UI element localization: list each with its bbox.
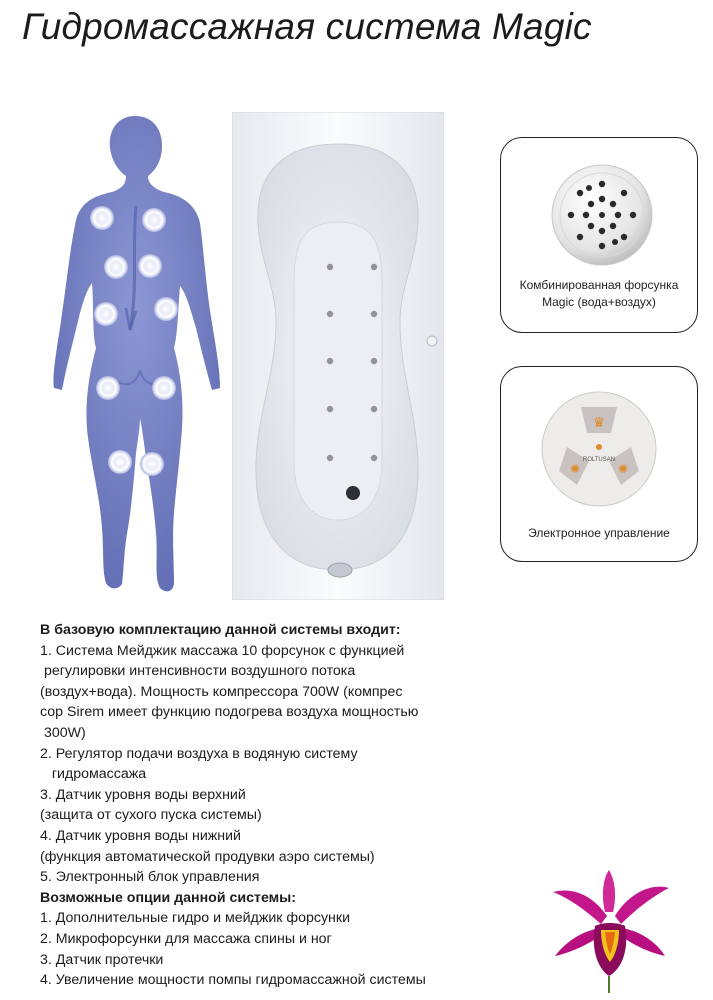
text-line: 4. Увеличение мощности помпы гидромассажной системы xyxy=(40,972,426,989)
text-line: 3. Датчик уровня воды верхний xyxy=(40,786,246,803)
nozzle-caption-line-2: Magic (вода+воздух) xyxy=(542,295,656,309)
nozzle-card xyxy=(500,137,698,333)
text-line: 1. Система Мейджик массажа 10 форсунок с функцией xyxy=(40,642,405,659)
text-line: 5. Электронный блок управления xyxy=(40,869,260,886)
svg-text:✺: ✺ xyxy=(617,462,629,476)
nozzle-icon xyxy=(549,162,655,268)
control-card xyxy=(500,366,698,562)
orchid-flower-icon xyxy=(545,868,675,993)
text-line: 4. Датчик уровня воды нижний xyxy=(40,827,241,844)
body-figure-icon xyxy=(40,108,240,598)
text-line: регулировки интенсивности воздушного потока xyxy=(40,663,356,680)
text-line: Возможные опции данной системы: xyxy=(40,889,296,906)
text-line: 1. Дополнительные гидро и мейджик форсунки xyxy=(40,910,351,927)
nozzle-caption-line-1: Комбинированная форсунка xyxy=(519,278,679,292)
text-line: 300W) xyxy=(40,724,86,741)
control-brand: ROLTUSAN xyxy=(582,457,616,463)
page-title: Гидромассажная система Magic xyxy=(22,6,592,47)
text-line: В базовую комплектацию данной системы входит: xyxy=(40,622,401,638)
text-line: гидромассажа xyxy=(40,766,147,783)
svg-text:♛: ♛ xyxy=(592,415,606,431)
control-panel-icon xyxy=(539,389,659,509)
nozzle-caption xyxy=(501,277,697,311)
text-line: сор Sirem имеет функцию подогрева воздуха мощностью xyxy=(40,704,419,721)
text-line: 3. Датчик протечки xyxy=(40,951,164,968)
svg-text:✺: ✺ xyxy=(569,462,581,476)
text-line: (воздух+вода). Мощность компрессора 700W (компрес xyxy=(40,683,403,700)
text-line: 2. Микрофорсунки для массажа спины и ног xyxy=(40,930,332,947)
text-line: 2. Регулятор подачи воздуха в водяную систему xyxy=(40,745,358,762)
text-line: (функция автоматической продувки аэро системы) xyxy=(40,848,375,865)
description-text xyxy=(40,620,500,991)
control-caption: Электронное управление xyxy=(528,526,670,540)
text-line: (защита от сухого пуска системы) xyxy=(40,807,262,824)
bathtub-icon xyxy=(232,112,444,600)
